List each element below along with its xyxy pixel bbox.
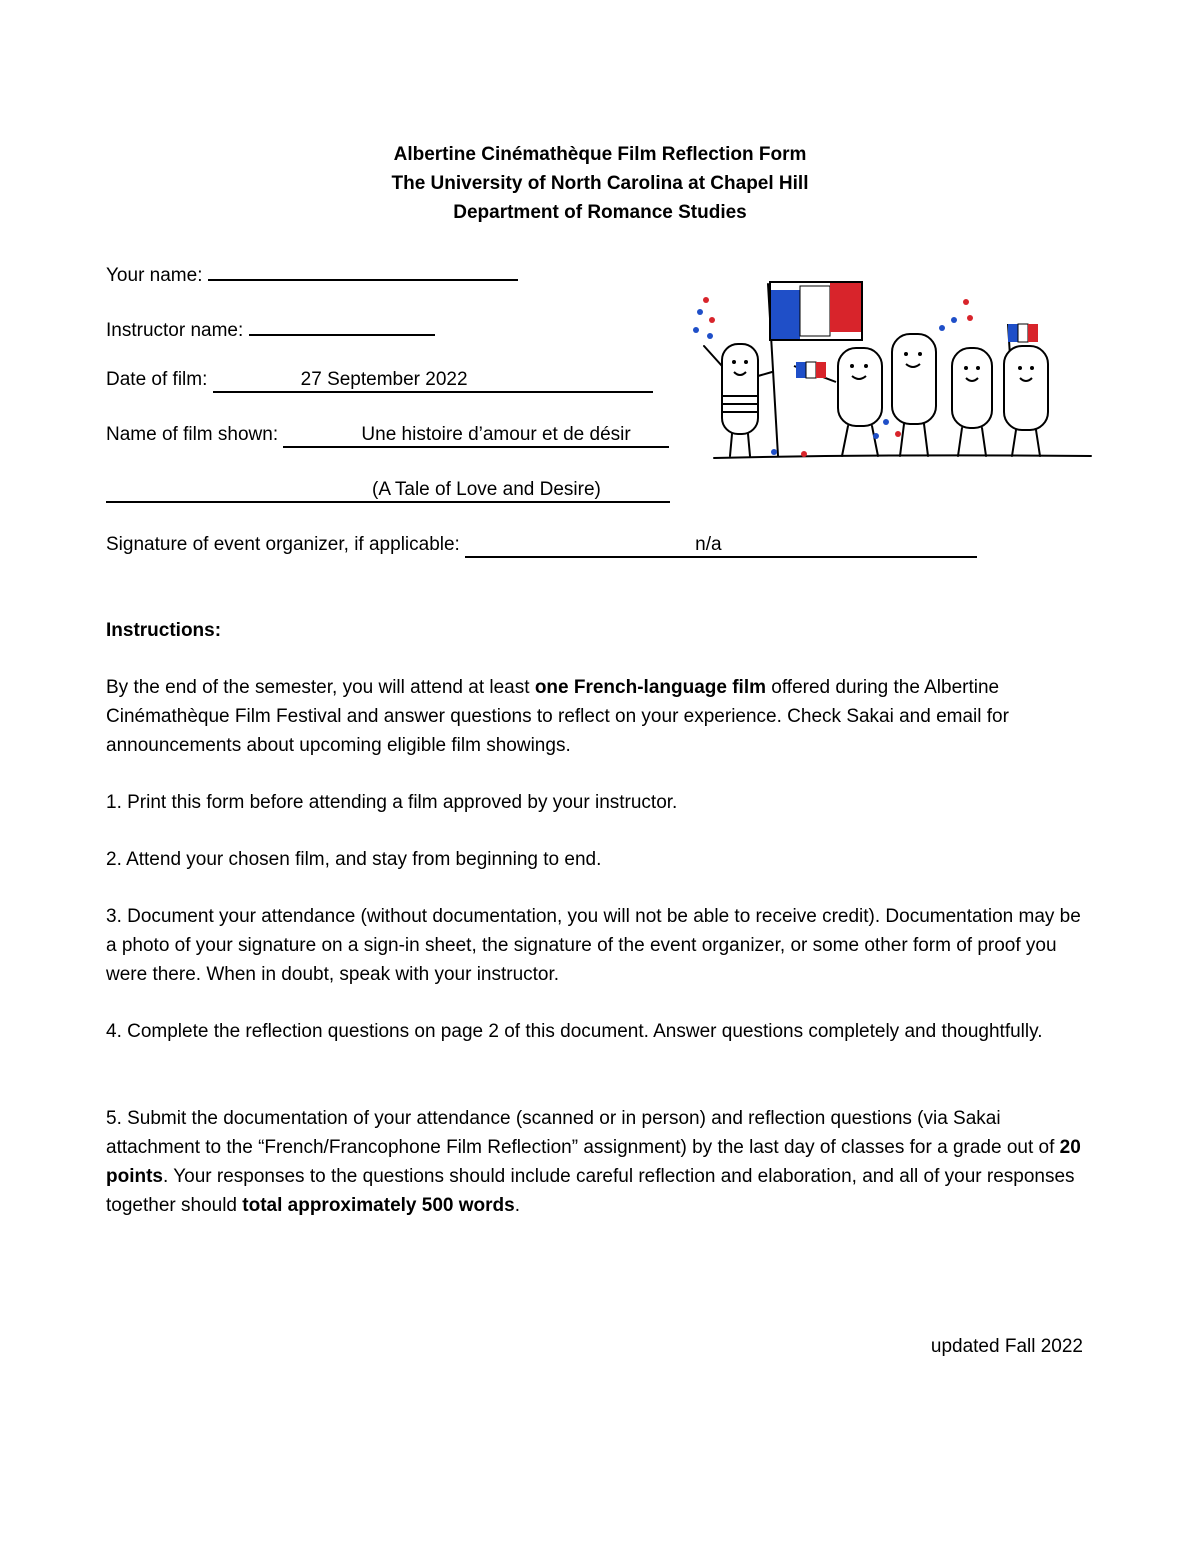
step-1: 1. Print this form before attending a film approved by your instructor.	[106, 792, 678, 813]
step5-text-3: .	[514, 1195, 520, 1216]
step5-bold-points: 20 points	[106, 1137, 1081, 1187]
large-french-flag-icon	[770, 282, 862, 340]
figure-4	[952, 348, 992, 428]
date-row	[106, 369, 653, 393]
intro-text-1: By the end of the semester, you will attend at least	[106, 677, 535, 698]
your-name-row	[106, 259, 518, 287]
stick-figures-illustration	[686, 276, 1096, 466]
intro-bold: one French-language film	[534, 677, 767, 698]
instructor-field[interactable]	[249, 314, 435, 336]
updated-note: updated Fall 2022	[930, 1336, 1083, 1357]
date-value: 27 September 2022	[300, 369, 468, 390]
your-name-field[interactable]	[208, 259, 518, 281]
step-2: 2. Attend your chosen film, and stay from beginning to end.	[106, 849, 602, 870]
film-translation-field[interactable]	[106, 479, 670, 503]
step5-text-1: 5. Submit the documentation of your attendance (scanned or in person) and reflection questions (via Sakai attachment to the “French/Francophone Film Reflection” assignment) by the last day of classes for a grade out of	[106, 1108, 1060, 1158]
step5-text-2: . Your responses to the questions should include careful reflection and elaboration, and all of your responses together should	[106, 1166, 1075, 1216]
film-field[interactable]	[283, 424, 669, 448]
instructor-row	[106, 314, 435, 342]
step5-bold-words: total approximately 500 words	[242, 1195, 515, 1216]
figure-5	[1004, 346, 1048, 430]
figure-3	[892, 334, 936, 424]
signature-field[interactable]	[465, 534, 977, 558]
film-translation-value: (A Tale of Love and Desire)	[372, 479, 601, 500]
film-value: Une histoire d’amour et de désir	[361, 424, 631, 445]
figure-2	[838, 348, 882, 426]
film-translation-row	[106, 479, 670, 503]
step-4: 4. Complete the reflection questions on page 2 of this document. Answer questions completely and thoughtfully.	[106, 1021, 1043, 1042]
date-field[interactable]	[213, 369, 653, 393]
signature-row	[106, 534, 977, 558]
date-label: Date of film:	[106, 369, 208, 390]
step-5	[106, 1104, 1096, 1220]
instructions-heading: Instructions:	[106, 620, 222, 641]
figure-1	[722, 344, 758, 434]
instructor-label: Instructor name:	[106, 320, 244, 341]
instructions-intro	[106, 673, 1096, 760]
intro-text-2: offered during the Albertine Cinémathèque Film Festival and answer questions to reflect on your experience. Check Sakai and email for announcements about upcoming eligible film showings.	[106, 677, 1009, 756]
your-name-label: Your name:	[106, 265, 203, 286]
university-name: The University of North Carolina at Chapel Hill	[391, 173, 809, 194]
film-label: Name of film shown:	[106, 424, 279, 445]
ground-line	[714, 455, 1091, 458]
hand-flag-icon	[794, 362, 836, 382]
signature-value: n/a	[695, 534, 722, 555]
step-3: 3. Document your attendance (without documentation, you will not be able to receive credit). Documentation may be a photo of your signature on a sign-in sheet, the signature of the event organizer, or some other form of proof you were there. When in doubt, speak with your instructor.	[106, 906, 1081, 985]
film-row	[106, 424, 669, 448]
department-name: Department of Romance Studies	[453, 202, 747, 223]
form-title: Albertine Cinémathèque Film Reflection Form	[393, 144, 807, 165]
signature-label: Signature of event organizer, if applicable:	[106, 534, 460, 555]
